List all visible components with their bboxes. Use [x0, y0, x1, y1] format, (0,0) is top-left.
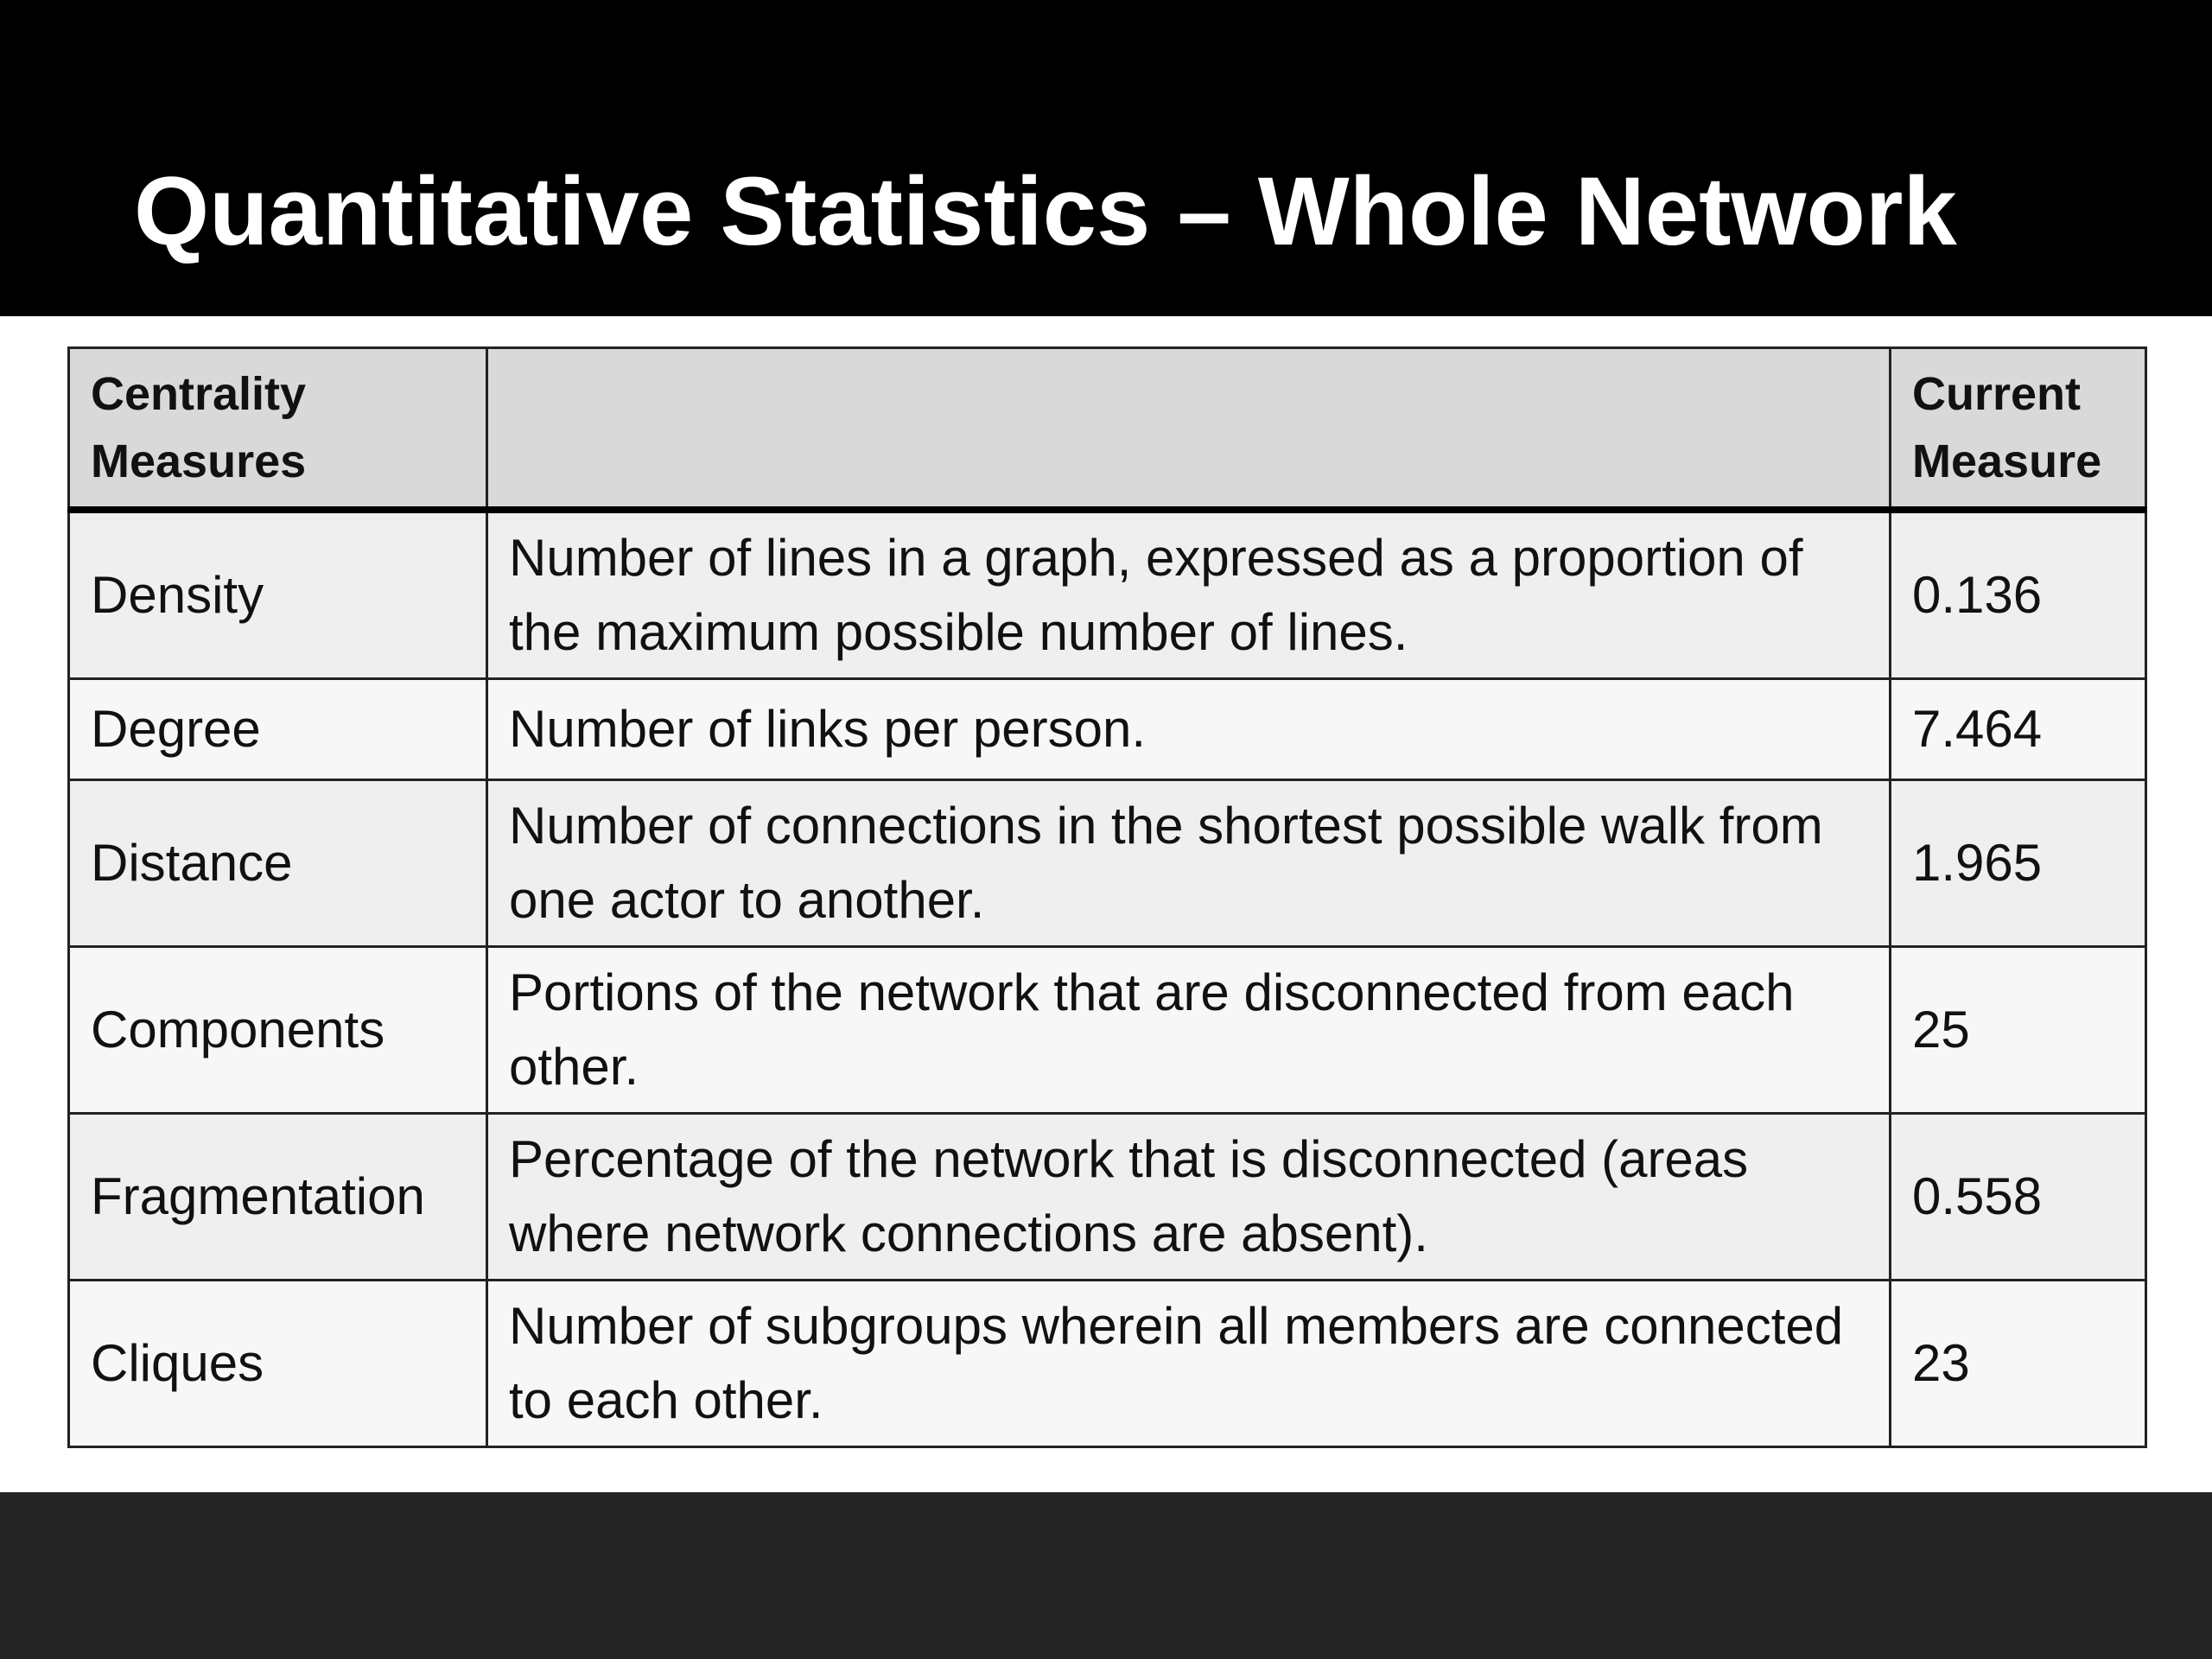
measure-name: Density — [69, 510, 487, 679]
measure-value: 7.464 — [1891, 679, 2146, 780]
measure-value: 23 — [1891, 1281, 2146, 1447]
table-header-row — [69, 348, 2146, 511]
measure-name: Distance — [69, 780, 487, 947]
measure-description: Percentage of the network that is disconnected (areas where network connections are absent). — [487, 1114, 1891, 1281]
table-row — [69, 510, 2146, 679]
measure-name: Components — [69, 947, 487, 1114]
measure-value: 0.136 — [1891, 510, 2146, 679]
measure-value: 1.965 — [1891, 780, 2146, 947]
table-row — [69, 1114, 2146, 1281]
measure-name: Cliques — [69, 1281, 487, 1447]
table-row — [69, 780, 2146, 947]
measure-value: 25 — [1891, 947, 2146, 1114]
statistics-table — [67, 346, 2147, 1448]
measure-name: Degree — [69, 679, 487, 780]
footer-band — [0, 1492, 2212, 1659]
table-row — [69, 947, 2146, 1114]
measure-name: Fragmentation — [69, 1114, 487, 1281]
measure-description: Number of lines in a graph, expressed as a proportion of the maximum possible number of lines. — [487, 510, 1891, 679]
measure-description: Number of subgroups wherein all members are connected to each other. — [487, 1281, 1891, 1447]
table-row — [69, 679, 2146, 780]
measure-value: 0.558 — [1891, 1114, 2146, 1281]
header-description — [487, 348, 1891, 511]
measure-description: Number of links per person. — [487, 679, 1891, 780]
measure-description: Number of connections in the shortest possible walk from one actor to another. — [487, 780, 1891, 947]
measure-description: Portions of the network that are disconnected from each other. — [487, 947, 1891, 1114]
header-current-measure: Current Measure — [1891, 348, 2146, 511]
table-row — [69, 1281, 2146, 1447]
header-centrality-measures: Centrality Measures — [69, 348, 487, 511]
slide-title: Quantitative Statistics – Whole Network — [134, 157, 1957, 265]
